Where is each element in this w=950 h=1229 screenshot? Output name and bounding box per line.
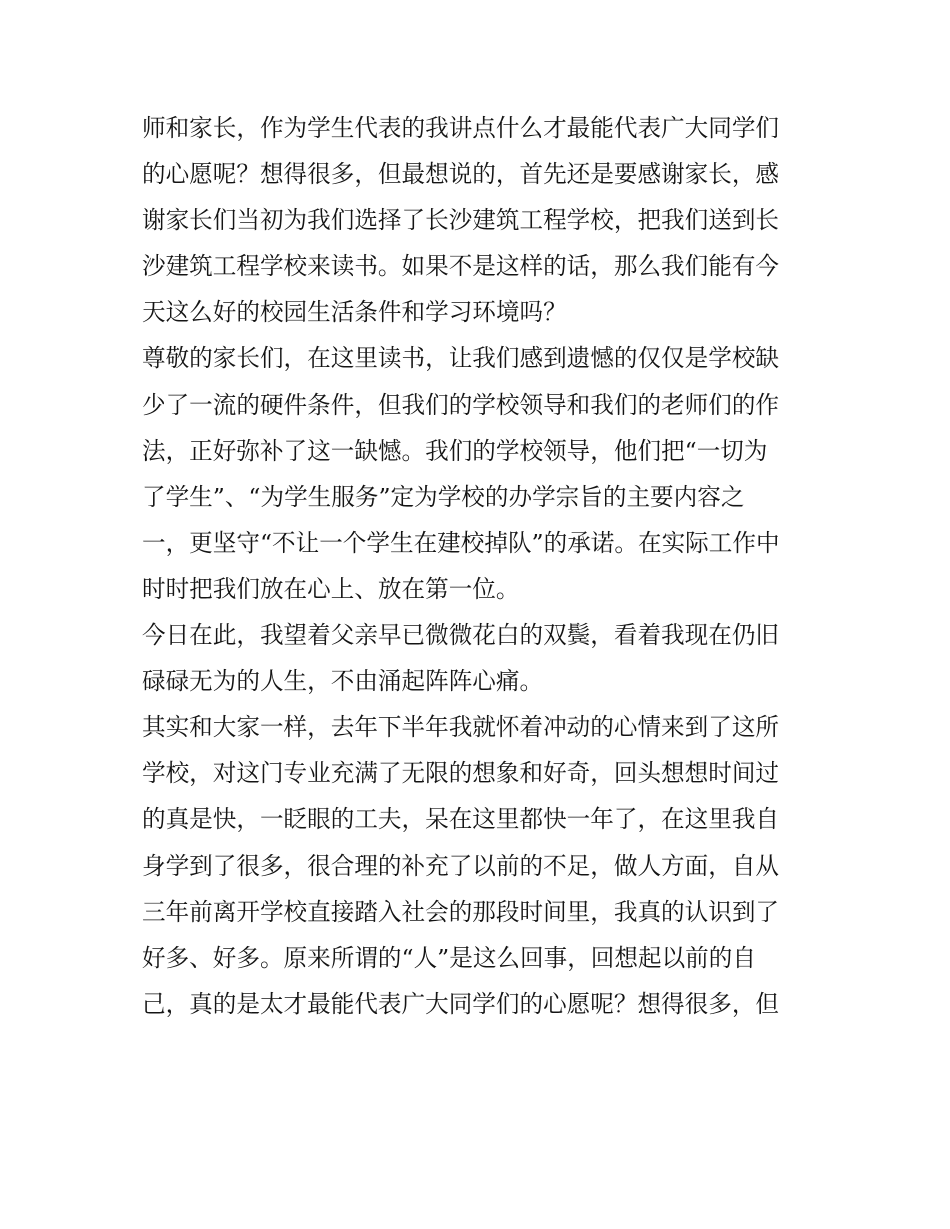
text-line: 时时把我们放在心上、放在第一位。 bbox=[142, 574, 520, 603]
text-line: 少了一流的硬件条件，但我们的学校领导和我们的老师们的作 bbox=[142, 390, 780, 419]
text-line: 一，更坚守“不让一个学生在建校掉队”的承诺。在实际工作中 bbox=[142, 528, 780, 557]
text-line: 沙建筑工程学校来读书。如果不是这样的话，那么我们能有今 bbox=[142, 252, 780, 281]
text-line: 的心愿呢？想得很多，但最想说的，首先还是要感谢家长，感 bbox=[142, 160, 780, 189]
text-line: 师和家长，作为学生代表的我讲点什么才最能代表广大同学们 bbox=[142, 114, 780, 142]
text-line: 今日在此，我望着父亲早已微微花白的双鬓，看着我现在仍旧 bbox=[142, 621, 780, 650]
text-line: 了学生”、“为学生服务”定为学校的办学宗旨的主要内容之 bbox=[142, 482, 745, 511]
text-line: 法，正好弥补了这一缺憾。我们的学校领导，他们把“一切为 bbox=[142, 436, 768, 465]
text-line: 其实和大家一样，去年下半年我就怀着冲动的心情来到了这所 bbox=[142, 713, 780, 742]
text-line: 己，真的是太才最能代表广大同学们的心愿呢？想得很多，但 bbox=[142, 989, 780, 1018]
text-line: 碌碌无为的人生，不由涌起阵阵心痛。 bbox=[142, 667, 544, 696]
text-line: 三年前离开学校直接踏入社会的那段时间里，我真的认识到了 bbox=[142, 897, 780, 926]
text-line: 学校，对这门专业充满了无限的想象和好奇，回头想想时间过 bbox=[142, 759, 780, 788]
text-line: 天这么好的校园生活条件和学习环境吗？ bbox=[142, 298, 567, 327]
text-line: 尊敬的家长们，在这里读书，让我们感到遗憾的仅仅是学校缺 bbox=[142, 344, 780, 373]
text-line: 好多、好多。原来所谓的“人”是这么回事，回想起以前的自 bbox=[142, 943, 756, 972]
text-line: 身学到了很多，很合理的补充了以前的不足，做人方面，自从 bbox=[142, 851, 780, 880]
text-line: 的真是快，一眨眼的工夫，呆在这里都快一年了，在这里我自 bbox=[142, 805, 780, 834]
text-line: 谢家长们当初为我们选择了长沙建筑工程学校，把我们送到长 bbox=[142, 206, 780, 235]
body-text bbox=[142, 105, 822, 1027]
